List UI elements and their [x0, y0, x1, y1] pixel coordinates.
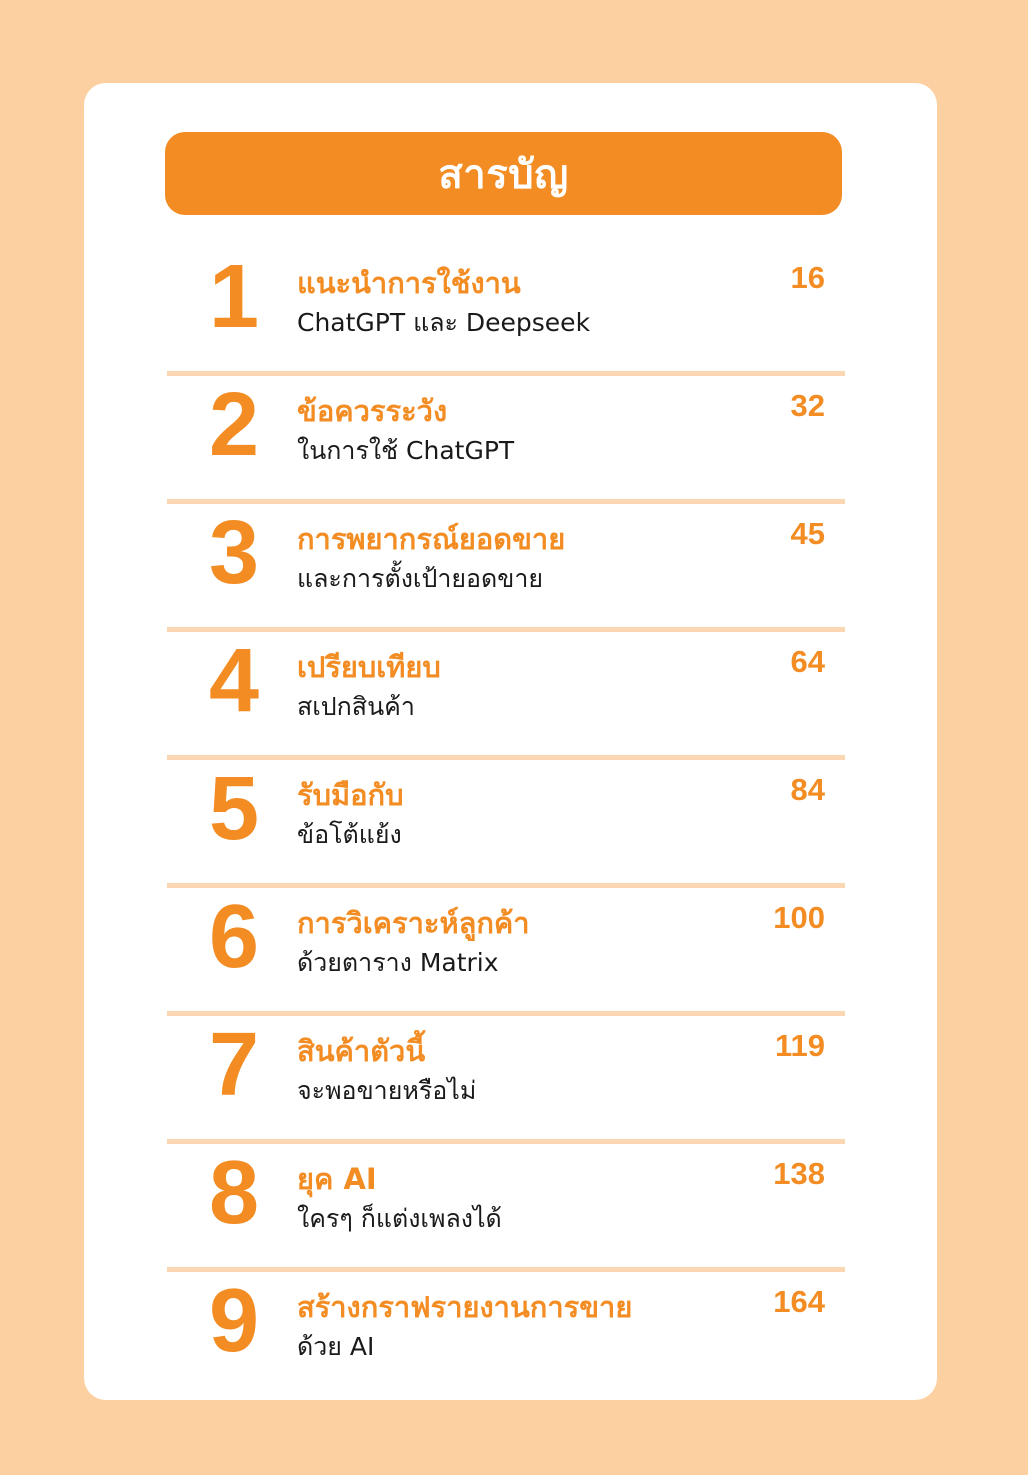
chapter-number: 4 [209, 631, 260, 731]
chapter-title: สร้างกราฟรายงานการขาย [297, 1290, 633, 1324]
toc-entry[interactable] [167, 1144, 845, 1272]
chapter-number: 6 [209, 887, 260, 987]
chapter-subtitle: จะพอขายหรือไม่ [297, 1076, 477, 1105]
chapter-title: การพยากรณ์ยอดขาย [297, 522, 566, 556]
chapter-title: เปรียบเทียบ [297, 650, 441, 684]
toc-list [167, 248, 845, 1395]
chapter-subtitle: ในการใช้ ChatGPT [297, 436, 515, 465]
page-number: 100 [773, 900, 825, 935]
toc-entry[interactable] [167, 632, 845, 760]
chapter-title: แนะนำการใช้งาน [297, 266, 521, 300]
chapter-number: 8 [209, 1143, 260, 1243]
toc-entry[interactable] [167, 888, 845, 1016]
page-number: 119 [774, 1028, 825, 1063]
chapter-subtitle: ด้วยตาราง Matrix [297, 948, 499, 977]
toc-entry[interactable] [167, 1272, 845, 1395]
chapter-title: การวิเคราะห์ลูกค้า [297, 906, 530, 940]
chapter-subtitle: และการตั้งเป้ายอดขาย [297, 564, 544, 593]
chapter-title: ยุค AI [297, 1162, 377, 1196]
page-number: 84 [790, 772, 825, 807]
chapter-subtitle: สเปกสินค้า [297, 692, 415, 721]
toc-card [84, 83, 937, 1400]
chapter-number: 5 [209, 759, 260, 859]
toc-entry[interactable] [167, 760, 845, 888]
chapter-title: สินค้าตัวนี้ [297, 1034, 426, 1068]
chapter-title: รับมือกับ [297, 778, 404, 812]
toc-header [165, 132, 842, 215]
page-number: 164 [773, 1284, 825, 1319]
chapter-subtitle: ใครๆ ก็แต่งเพลงได้ [297, 1204, 502, 1233]
page-number: 138 [773, 1156, 825, 1191]
chapter-subtitle: ข้อโต้แย้ง [297, 820, 402, 849]
page-number: 16 [790, 260, 825, 295]
page-number: 32 [790, 388, 825, 423]
toc-entry[interactable] [167, 1016, 845, 1144]
page-number: 45 [790, 516, 825, 551]
page-number: 64 [790, 644, 825, 679]
chapter-number: 7 [209, 1015, 260, 1115]
chapter-subtitle: ด้วย AI [297, 1332, 375, 1361]
toc-entry[interactable] [167, 504, 845, 632]
chapter-number: 2 [209, 375, 260, 475]
chapter-title: ข้อควรระวัง [297, 394, 448, 428]
toc-entry[interactable] [167, 248, 845, 376]
chapter-number: 3 [209, 503, 260, 603]
chapter-subtitle: ChatGPT และ Deepseek [297, 308, 591, 337]
toc-entry[interactable] [167, 376, 845, 504]
chapter-number: 1 [209, 247, 260, 347]
toc-title: สารบัญ [438, 151, 569, 198]
chapter-number: 9 [209, 1271, 260, 1371]
